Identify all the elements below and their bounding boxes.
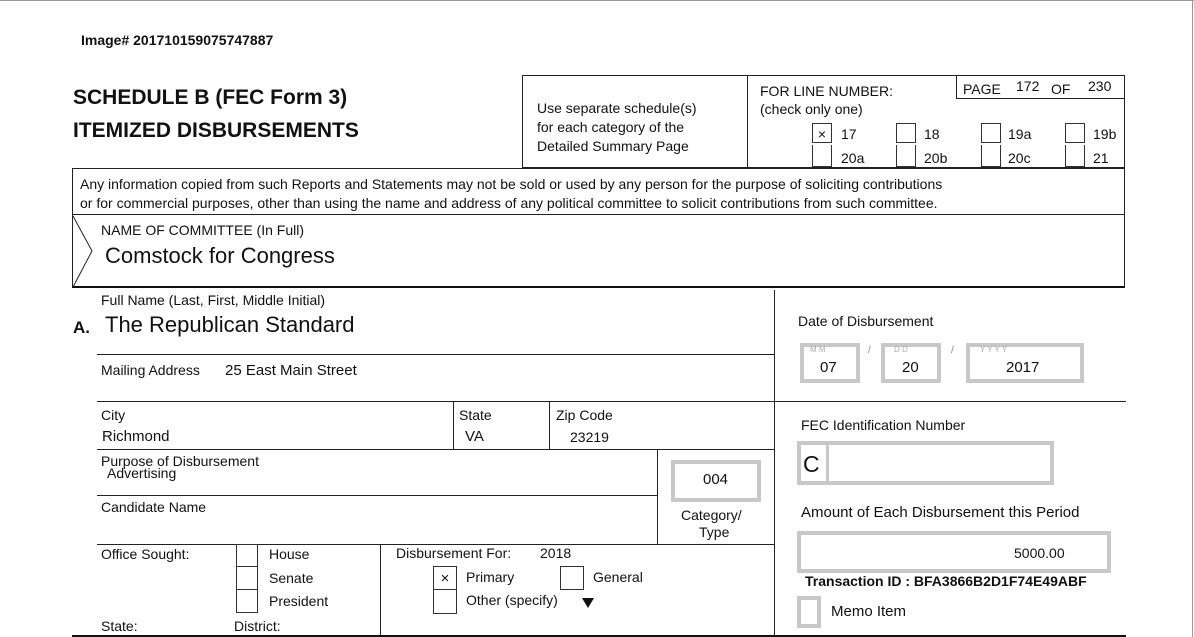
amount-value: 5000.00 — [1014, 545, 1065, 561]
triangle-down-icon — [582, 598, 594, 608]
line-18-label: 18 — [924, 126, 940, 142]
date-slash-1: / — [868, 345, 871, 356]
office-senate-checkbox[interactable] — [236, 567, 258, 590]
instruction-line-3: Detailed Summary Page — [537, 138, 689, 154]
form-title: SCHEDULE B (FEC Form 3) — [73, 86, 348, 109]
mailing-address-value: 25 East Main Street — [225, 362, 357, 379]
office-senate-label: Senate — [269, 570, 314, 586]
zip-label: Zip Code — [556, 407, 613, 423]
line-20b-checkbox[interactable] — [896, 145, 916, 167]
instruction-line-1: Use separate schedule(s) — [537, 100, 697, 116]
other-checkbox[interactable] — [433, 590, 457, 614]
state-label: State — [459, 407, 492, 423]
city-state-divider — [453, 401, 454, 449]
memo-checkbox[interactable] — [797, 596, 821, 628]
image-id: Image# 201710159075747887 — [81, 32, 274, 48]
day-ticks: D D — [894, 345, 908, 354]
disb-year: 2018 — [540, 545, 572, 561]
full-name-label: Full Name (Last, First, Middle Initial) — [101, 292, 326, 308]
committee-name: Comstock for Congress — [105, 243, 335, 268]
fec-id-box[interactable] — [797, 441, 1054, 485]
line-20a-checkbox[interactable] — [812, 145, 832, 167]
date-rule — [774, 401, 1126, 402]
date-month: 07 — [820, 359, 837, 376]
purpose-rule — [97, 495, 657, 496]
line-19a-label: 19a — [1008, 126, 1032, 142]
fec-id-label: FEC Identification Number — [801, 417, 966, 433]
amount-label: Amount of Each Disbursement this Period — [801, 504, 1080, 521]
date-year: 2017 — [1006, 359, 1040, 376]
year-ticks: Y Y Y Y — [980, 345, 1008, 354]
date-slash-2: / — [951, 345, 954, 356]
category-divider — [657, 449, 658, 544]
state-footer-label: State: — [101, 618, 138, 634]
city-value: Richmond — [102, 428, 170, 445]
office-president-checkbox[interactable] — [236, 590, 258, 613]
fec-id-prefix-divider — [826, 445, 829, 481]
committee-label: NAME OF COMMITTEE (In Full) — [101, 222, 304, 238]
general-checkbox[interactable] — [560, 566, 584, 590]
transaction-id: Transaction ID : BFA3866B2D1F74E49ABF — [805, 573, 1087, 589]
mailing-address-label: Mailing Address — [101, 362, 200, 378]
category-label-2: Type — [699, 524, 730, 540]
purpose-value: Advertising — [107, 465, 177, 481]
other-label: Other (specify) — [466, 592, 558, 608]
line-21-checkbox[interactable] — [1065, 145, 1085, 167]
fec-id-prefix: C — [803, 451, 820, 477]
line-19b-label: 19b — [1093, 126, 1117, 142]
line-20a-label: 20a — [841, 150, 865, 166]
column-divider — [774, 290, 775, 637]
month-ticks: M M — [810, 345, 826, 354]
date-day: 20 — [902, 359, 919, 376]
state-value: VA — [465, 428, 484, 445]
check-only-label: (check only one) — [760, 101, 863, 117]
office-president-label: President — [269, 593, 329, 609]
primary-label: Primary — [466, 569, 515, 585]
office-house-label: House — [269, 546, 310, 562]
notice-line-1: Any information copied from such Reports and Statements may not be sold or used by any person for the purpose of soliciting contributions — [80, 176, 943, 192]
top-edge — [0, 0, 1194, 1]
primary-checkbox[interactable]: × — [433, 566, 457, 590]
committee-arrow-icon — [72, 215, 96, 288]
line-20c-label: 20c — [1008, 150, 1031, 166]
for-line-label: FOR LINE NUMBER: — [760, 83, 894, 99]
right-edge — [1192, 0, 1193, 637]
full-name-rule — [97, 354, 774, 355]
city-label: City — [101, 407, 126, 423]
date-label: Date of Disbursement — [798, 313, 934, 329]
office-house-checkbox[interactable] — [236, 544, 258, 567]
entry-letter: A. — [73, 318, 90, 337]
mailing-rule — [97, 401, 774, 402]
office-disb-divider — [380, 544, 381, 637]
notice-line-2: or for commercial purposes, other than using the name and address of any political committee to solicit contributions from such committee. — [80, 195, 938, 211]
memo-label: Memo Item — [831, 603, 907, 620]
page-number: 172 — [1016, 78, 1040, 94]
disb-for-label: Disbursement For: — [396, 545, 512, 561]
of-label: OF — [1051, 81, 1071, 97]
line-17-checkbox[interactable]: × — [812, 123, 832, 143]
state-zip-divider — [549, 401, 550, 449]
category-label-1: Category/ — [681, 507, 742, 523]
purpose-label: Purpose of Disbursement — [101, 453, 259, 469]
zip-value: 23219 — [570, 429, 609, 445]
line-20c-checkbox[interactable] — [981, 145, 1001, 167]
line-19a-checkbox[interactable] — [981, 123, 1001, 143]
line-18-checkbox[interactable] — [896, 123, 916, 143]
line-20b-label: 20b — [924, 150, 948, 166]
page-total: 230 — [1088, 78, 1112, 94]
full-name-value: The Republican Standard — [105, 312, 355, 337]
form-subtitle: ITEMIZED DISBURSEMENTS — [73, 119, 359, 142]
category-code: 004 — [703, 471, 729, 488]
line-19b-checkbox[interactable] — [1065, 123, 1085, 143]
city-rule — [97, 449, 774, 450]
general-label: General — [593, 569, 643, 585]
office-sought-label: Office Sought: — [101, 546, 190, 562]
district-label: District: — [234, 618, 281, 634]
line-21-label: 21 — [1093, 150, 1109, 166]
line-17-label: 17 — [841, 126, 857, 142]
candidate-label: Candidate Name — [101, 499, 207, 515]
page-label: PAGE — [963, 81, 1001, 97]
instruction-line-2: for each category of the — [537, 119, 685, 135]
